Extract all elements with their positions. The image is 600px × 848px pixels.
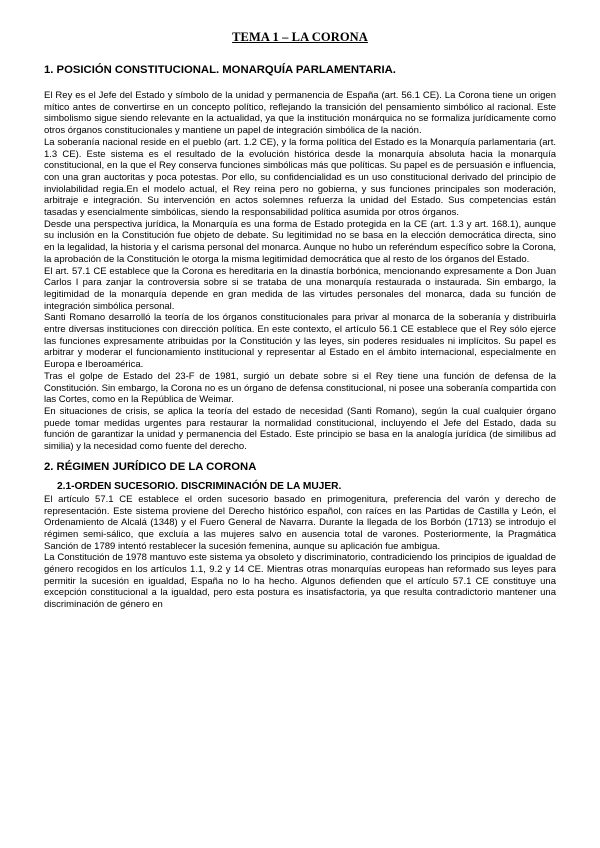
paragraph: El art. 57.1 CE establece que la Corona es hereditaria en la dinastía borbónica, mencionando expresamente a Don Juan Carlos I para zanjar la controversia sobre si se trataba de una monarquía restaurada o instaurada. Sin embargo, la legitimidad de la monarquía depende en gran medida de las virtudes personales del monarca, dada su función de integración simbólica personal. <box>44 265 556 312</box>
section-1-heading: 1. POSICIÓN CONSTITUCIONAL. MONARQUÍA PARLAMENTARIA. <box>44 64 396 76</box>
section-2-heading: 2. RÉGIMEN JURÍDICO DE LA CORONA <box>44 460 257 473</box>
paragraph: El Rey es el Jefe del Estado y símbolo de la unidad y permanencia de España (art. 56.1 CE). La Corona tiene un origen mítico antes de convertirse en un concepto político, reflejando la transición del pensamiento simbólico al racional. Este simbolismo sigue siendo relevante en la actualidad, ya que la institución monárquica no se formaliza jurídicamente como otros órganos constitucionales y mantiene un papel de integración simbólica de la nación. <box>44 90 556 137</box>
paragraph: La Constitución de 1978 mantuvo este sistema ya obsoleto y discriminatorio, contradiciendo los principios de igualdad de género recogidos en los artículos 1.1, 9.2 y 14 CE. Mientras otras monarquías europeas han reformado sus leyes para permitir la sucesión en igualdad, España no lo ha hecho. Algunos defienden que el artículo 57.1 CE constituye una excepción constitucional a la igualdad, pero esta postura es insatisfactoria, ya que resulta contradictorio mantener una discriminación de género en <box>44 552 556 611</box>
paragraph: La soberanía nacional reside en el pueblo (art. 1.2 CE), y la forma política del Estado es la Monarquía parlamentaria (art. 1.3 CE). Este sistema es el resultado de la evolución histórica desde la monarquía absoluta hacia la monarquía constitucional, en la que el Rey conserva funciones simbólicas más que políticas. Su papel es de persuasión e influencia, con una gran auctoritas y poca potestas. Por ello, su confidencialidad es un uso constitucional derivado del principio de inviolabilidad regia.En el modelo actual, el Rey reina pero no gobierna, y sus funciones principales son moderación, arbitraje e integración. Su intervención en actos solemnes refuerza la unidad del Estado. Sus competencias están tasadas y esencialmente simbólicas, siendo la responsabilidad política asumida por otros órganos. <box>44 136 556 219</box>
subsection-heading: 2.1-ORDEN SUCESORIO. DISCRIMINACIÓN DE LA MUJER. <box>57 480 342 492</box>
paragraph: Desde una perspectiva jurídica, la Monarquía es una forma de Estado protegida en la CE (art. 1.3 y art. 168.1), aunque su inclusión en la Constitución fue objeto de debate. Su legitimidad no se basa en la elección democrática directa, sino en la legalidad, la historia y el carisma personal del monarca. Aunque no hubo un referéndum específico sobre la Corona, la aprobación de la Constitución le otorga la misma legitimidad democrática que al resto de los órganos del Estado. <box>44 218 556 265</box>
paragraph: Santi Romano desarrolló la teoría de los órganos constitucionales para privar al monarca de la soberanía y distribuirla entre diversas instituciones con dirección política. En este contexto, el artículo 56.1 CE establece que el Rey sólo ejerce las funciones expresamente atribuidas por la Constitución y las leyes, sin poderes residuales ni implícitos. Su papel es arbitrar y moderar el funcionamiento institucional y representar al Estado en el ámbito internacional, especialmente en Europa e Iberoamérica. <box>44 312 556 371</box>
paragraph: Tras el golpe de Estado del 23-F de 1981, surgió un debate sobre si el Rey tiene una función de defensa de la Constitución. Sin embargo, la Corona no es un órgano de defensa constitucional, ni posee una soberanía compartida con las Cortes, como en la República de Weimar. <box>44 370 556 406</box>
paragraph: El artículo 57.1 CE establece el orden sucesorio basado en primogenitura, preferencia del varón y derecho de representación. Este sistema proviene del Derecho histórico español, con raíces en las Partidas de Castilla y León, el Ordenamiento de Alcalá (1348) y el Fuero General de Navarra. Durante la llegada de los Borbón (1713) se introdujo el régimen semi-sálico, que excluía a las mujeres salvo en ausencia total de varones. Posteriormente, la Pragmática Sanción de 1789 intentó restablecer la sucesión femenina, aunque su aplicación fue ambigua. <box>44 493 556 552</box>
paragraph: En situaciones de crisis, se aplica la teoría del estado de necesidad (Santi Romano), según la cual cualquier órgano puede tomar medidas urgentes para restaurar la normalidad constitucional, incluyendo el Jefe del Estado, dada su función de garantizar la unidad y permanencia del Estado. Este principio se basa en la analogía jurídica (de similibus ad similia) y la necesidad como fuente del derecho. <box>44 405 556 453</box>
page-title: TEMA 1 – LA CORONA <box>232 30 368 44</box>
